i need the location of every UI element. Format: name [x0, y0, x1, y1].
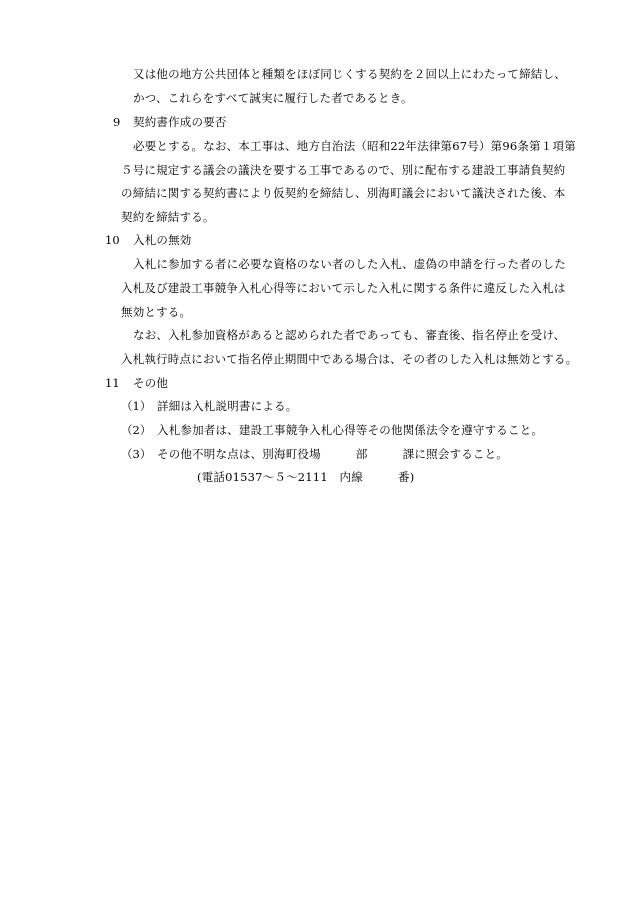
section-11-number: 11 [105, 376, 120, 390]
section-9-heading: 契約書作成の要否 [133, 115, 227, 129]
section-10-number: 10 [105, 233, 120, 247]
section-10-line-4: なお、入札参加資格があると認められた者であっても、審査後、指名停止を受け、 [133, 328, 566, 342]
intro-line-2: かつ、これらをすべて誠実に履行した者であるとき。 [133, 91, 413, 105]
section-10-heading: 入札の無効 [133, 233, 192, 247]
section-10-line-2: 入札及び建設工事競争入札心得等において示した入札に関する条件に違反した入札は [121, 281, 566, 295]
section-10-line-5: 入札執行時点において指名停止期間中である場合は、その者のした入札は無効とする。 [121, 352, 578, 366]
section-10-line-3: 無効とする。 [121, 305, 192, 319]
section-9-number: 9 [113, 115, 121, 129]
intro-line-1: 又は他の地方公共団体と種類をほぼ同じくする契約を２回以上にわたって締結し、 [133, 67, 566, 81]
item-3-marker: （3） [121, 447, 152, 461]
contact-line: (電話01537～５～2111 内線 番) [197, 470, 415, 484]
section-9-line-3: の締結に関する契約書により仮契約を締結し、別海町議会において議決された後、本 [121, 186, 566, 200]
section-10-line-1: 入札に参加する者に必要な資格のない者のした入札、虚偽の申請を行った者のした [133, 257, 566, 271]
item-1-text: 詳細は入札説明書による。 [157, 399, 298, 413]
item-2-text: 入札参加者は、建設工事競争入札心得等その他関係法令を遵守すること。 [157, 423, 544, 437]
item-1-marker: （1） [121, 399, 152, 413]
item-3-text: その他不明な点は、別海町役場 部 課に照会すること。 [157, 447, 508, 461]
section-11-heading: その他 [133, 376, 169, 390]
section-9-line-1: 必要とする。なお、本工事は、地方自治法（昭和22年法律第67号）第96条第１項第 [133, 139, 576, 153]
section-9-line-2: ５号に規定する議会の議決を要する工事であるので、別に配布する建設工事請負契約 [121, 163, 566, 177]
item-2-marker: （2） [121, 423, 152, 437]
section-9-line-4: 契約を締結する。 [121, 210, 215, 224]
